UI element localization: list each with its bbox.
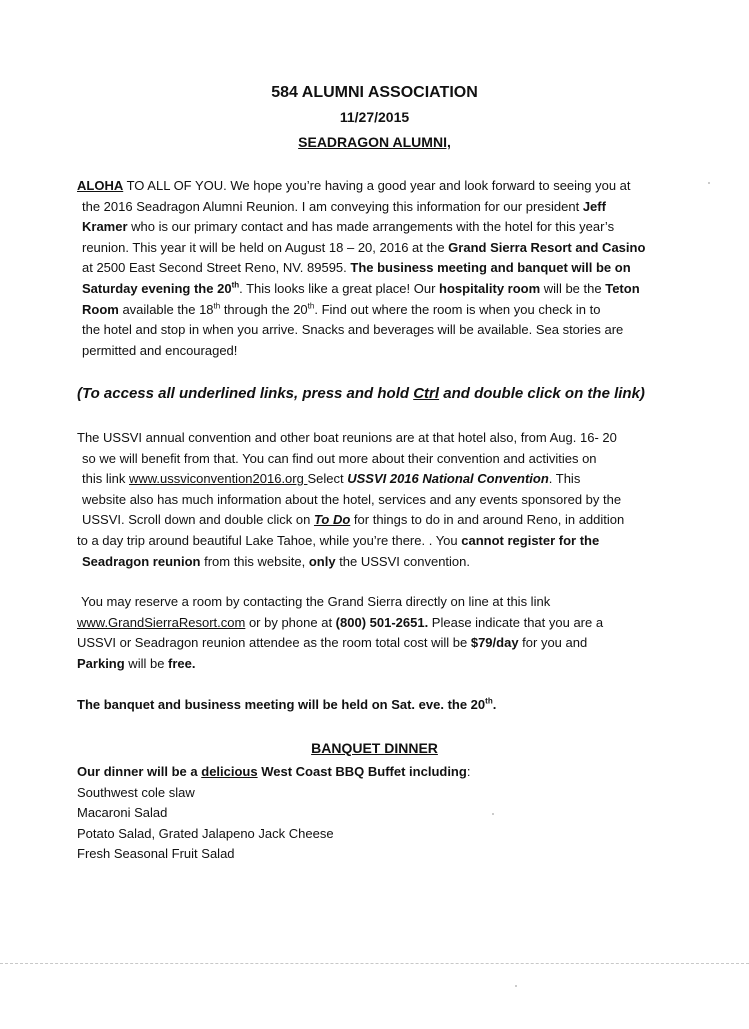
dinner-intro: Our dinner will be a delicious West Coast BBQ Buffet including: xyxy=(77,764,471,779)
links-instruction-note: (To access all underlined links, press and hold Ctrl and double click on the link) xyxy=(77,385,645,402)
menu-item: Potato Salad, Grated Jalapeno Jack Cheese xyxy=(77,825,334,841)
reservation-paragraph: You may reserve a room by contacting the Grand Sierra directly on line at this link www.GrandSierraResort.com or by phone at (800) 501-2651. Please indicate that you are a USSVI or Seadragon reunion attendee as the room total cost will be $79/day for you and Parking will be free. xyxy=(77,594,604,671)
scan-speck xyxy=(515,985,517,987)
dinner-section xyxy=(77,762,470,865)
intro-paragraph: ALOHA TO ALL OF YOU. We hope you’re having a good year and look forward to seeing you at the 2016 Seadragon Alumni Reunion. I am conveying this information for our president Jeff Kramer who is our primary contact and has made arrangements with the hotel for this year’s reunion. This year it will be held on August 18 – 20, 2016 at the Grand Sierra Resort and Casino at 2500 East Second Street Reno, NV. 89595. The business meeting and banquet will be on Saturday evening the 20th. This looks like a great place! Our hospitality room will be the Teton Room available the 18th through the 20th. Find out where the room is when you check in to the hotel and stop in when you arrive. Snacks and beverages will be available. Sea stories are permitted and encouraged! xyxy=(77,178,646,358)
letter-date: 11/27/2015 xyxy=(339,109,410,125)
ctrl-key-label: Ctrl xyxy=(413,385,440,402)
aloha-word: ALOHA xyxy=(77,178,124,193)
scan-speck xyxy=(708,182,710,184)
ussvi-paragraph: The USSVI annual convention and other boat reunions are at that hotel also, from Aug. 16- 20 so we will benefit from that. You can find out more about their convention and activities on this link www.ussviconvention2016.org Select USSVI 2016 National Convention. This website also has much information about the hotel, services and any events sponsored by the USSVI. Scroll down and double click on To Do for things to do in and around Reno, in addition to a day trip around beautiful Lake Tahoe, while you’re there. . You cannot register for the Seadragon reunion from this website, only the USSVI convention. xyxy=(77,430,625,569)
to-do-link[interactable]: To Do xyxy=(313,512,351,528)
banquet-note: The banquet and business meeting will be held on Sat. eve. the 20th. xyxy=(77,696,497,712)
organization-title: 584 ALUMNI ASSOCIATION xyxy=(271,84,478,101)
scan-speck xyxy=(492,813,494,815)
grand-sierra-link[interactable]: www.GrandSierraResort.com xyxy=(77,614,246,630)
menu-item: Macaroni Salad xyxy=(77,805,168,821)
menu-item: Southwest cole slaw xyxy=(77,784,195,800)
page-divider xyxy=(0,963,749,964)
banquet-dinner-heading: BANQUET DINNER xyxy=(311,740,438,756)
greeting-heading: SEADRAGON ALUMNI, xyxy=(298,134,451,150)
menu-item: Fresh Seasonal Fruit Salad xyxy=(77,846,235,862)
ussvi-convention-link[interactable]: www.ussviconvention2016.org xyxy=(128,471,308,487)
